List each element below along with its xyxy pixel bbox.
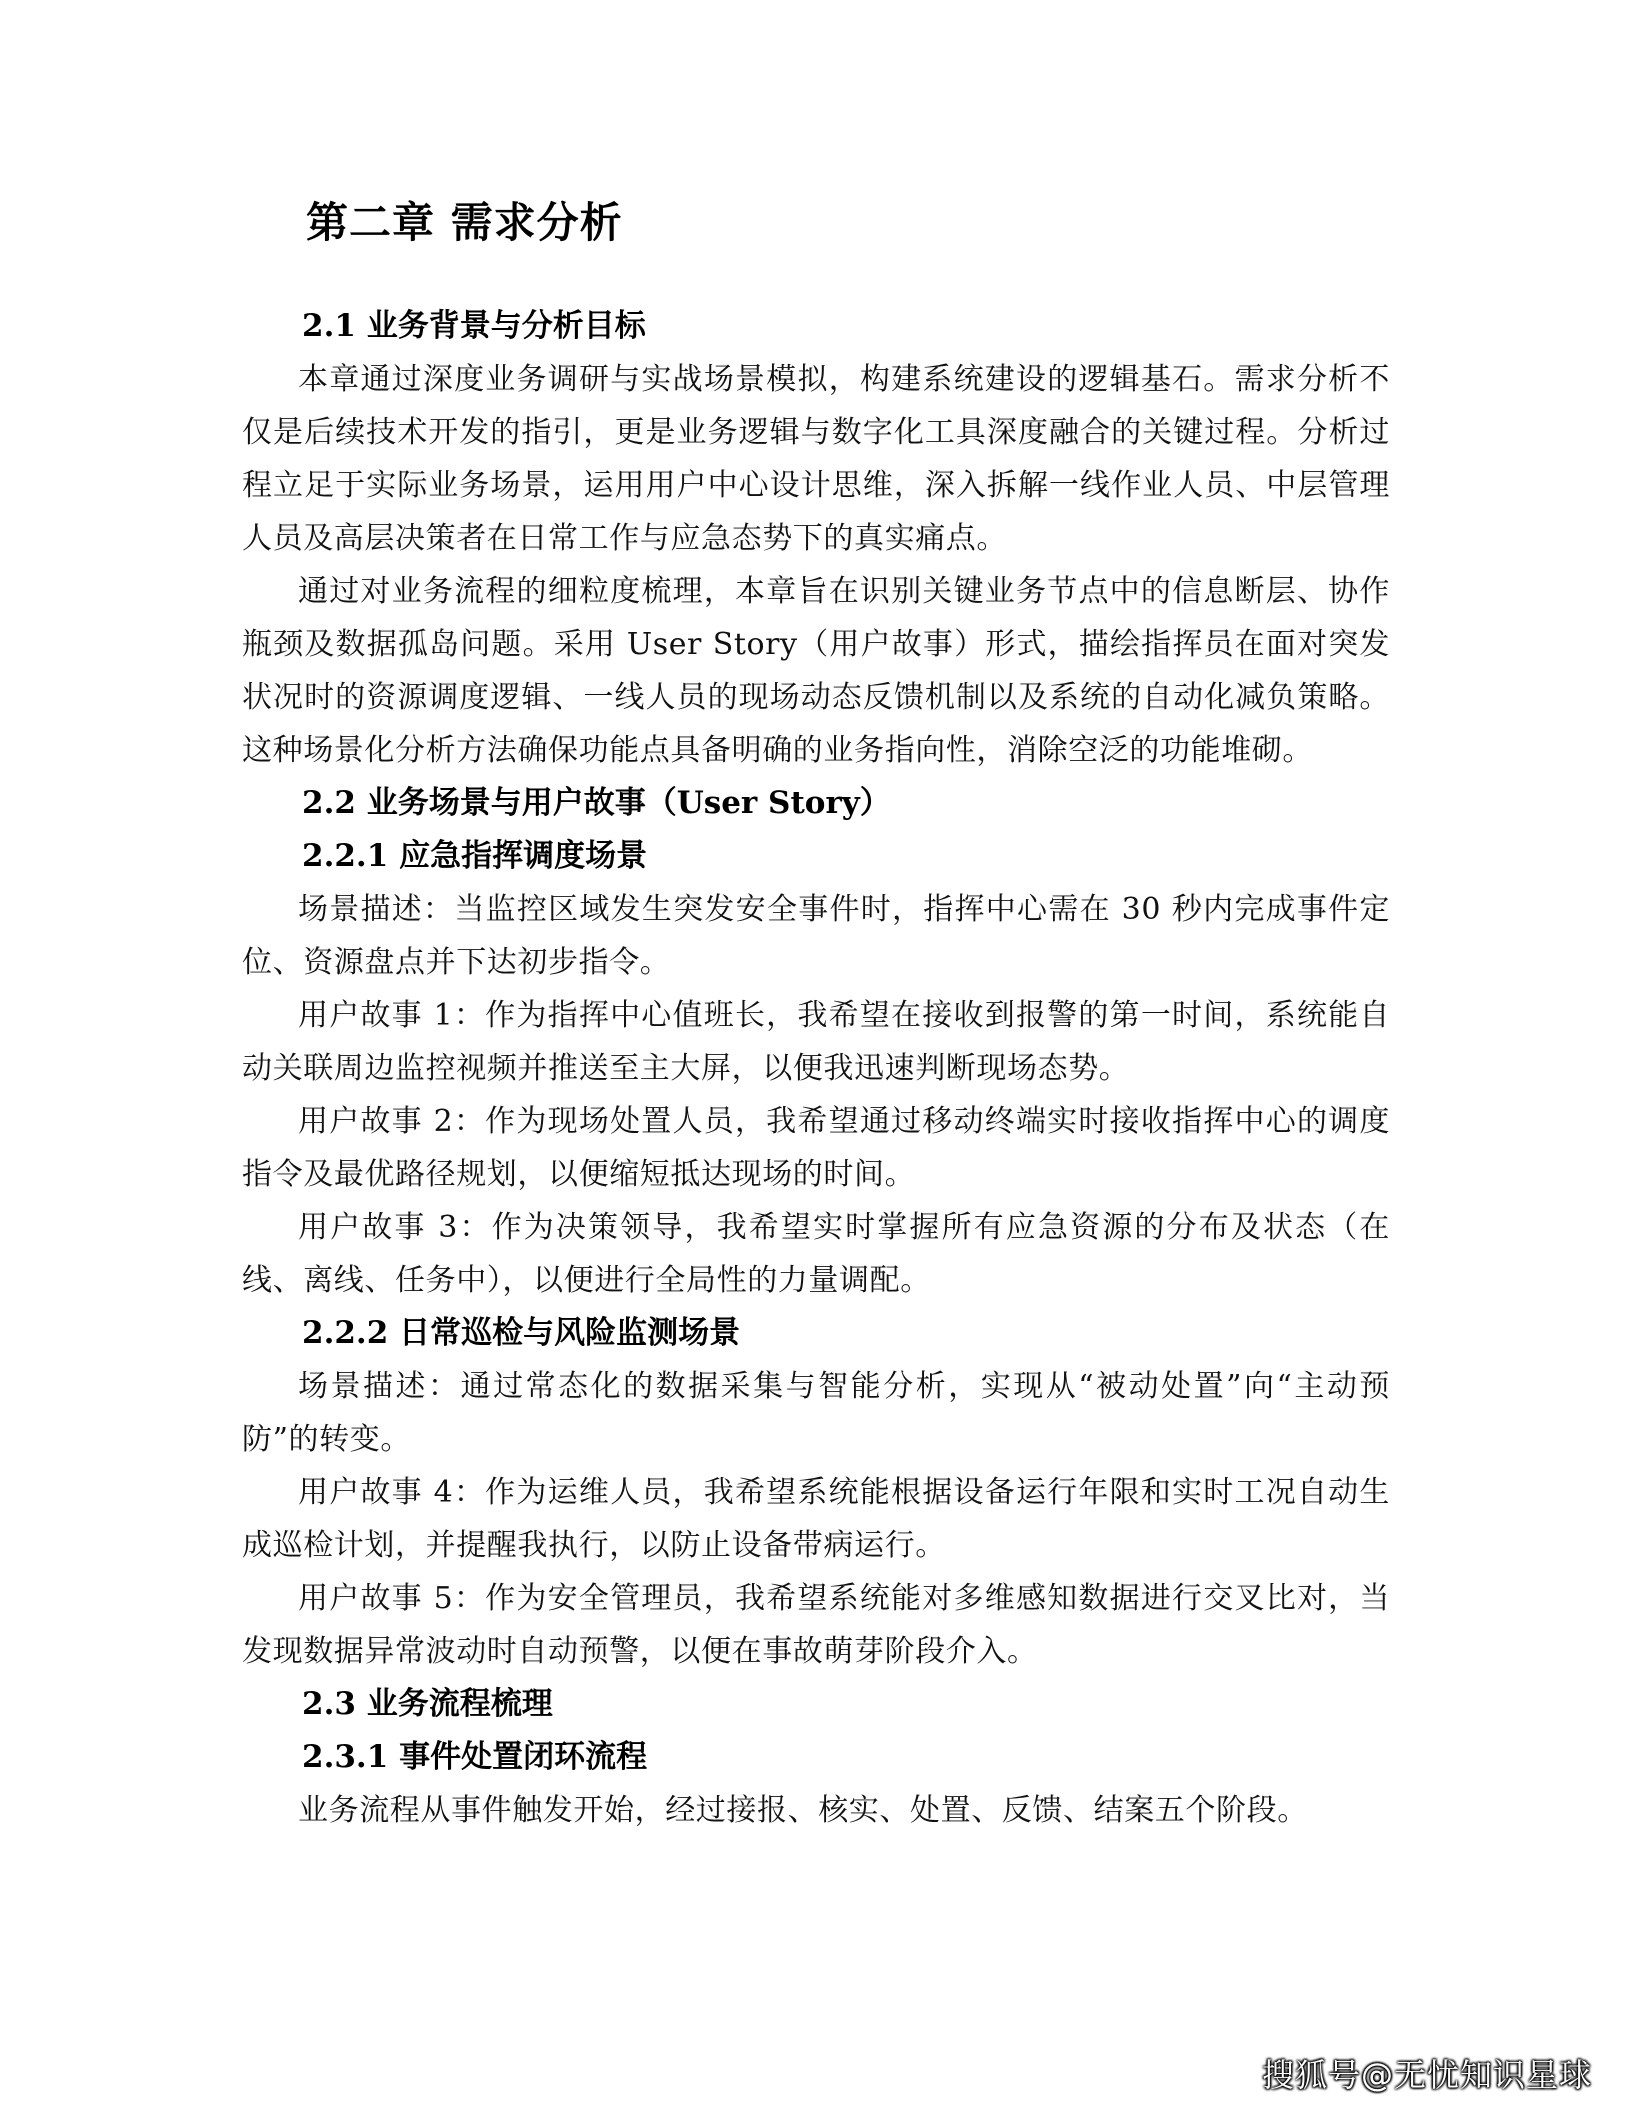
- user-story-2: 用户故事 2：作为现场处置人员，我希望通过移动终端实时接收指挥中心的调度指令及最优路径规划，以便缩短抵达现场的时间。: [242, 1104, 1390, 1192]
- scene-description-2-2-2: 场景描述：通过常态化的数据采集与智能分析，实现从“被动处置”向“主动预防”的转变。: [242, 1369, 1390, 1457]
- user-story-1: 用户故事 1：作为指挥中心值班长，我希望在接收到报警的第一时间，系统能自动关联周边监控视频并推送至主大屏，以便我迅速判断现场态势。: [242, 998, 1390, 1086]
- chapter-title: 第二章 需求分析: [306, 198, 623, 247]
- paragraph-2-1-method: 通过对业务流程的细粒度梳理，本章旨在识别关键业务节点中的信息断层、协作瓶颈及数据孤岛问题。采用 User Story（用户故事）形式，描绘指挥员在面对突发状况时的资源调度逻辑、一线人员的现场动态反馈机制以及系统的自动化减负策略。这种场景化分析方法确保功能点具备明确的业务指向性，消除空泛的功能堆砌。: [242, 574, 1390, 768]
- user-story-5: 用户故事 5：作为安全管理员，我希望系统能对多维感知数据进行交叉比对，当发现数据异常波动时自动预警，以便在事故萌芽阶段介入。: [242, 1581, 1390, 1669]
- user-story-4: 用户故事 4：作为运维人员，我希望系统能根据设备运行年限和实时工况自动生成巡检计划，并提醒我执行，以防止设备带病运行。: [242, 1475, 1390, 1563]
- document-body: [242, 300, 1390, 1837]
- watermark: 搜狐号@无忧知识星球: [1261, 2056, 1592, 2094]
- user-story-3: 用户故事 3：作为决策领导，我希望实时掌握所有应急资源的分布及状态（在线、离线、任务中），以便进行全局性的力量调配。: [242, 1210, 1390, 1298]
- section-heading-2-2-2: 2.2.2 日常巡检与风险监测场景: [302, 1315, 741, 1351]
- section-heading-2-3-1: 2.3.1 事件处置闭环流程: [302, 1739, 648, 1775]
- section-heading-2-2-1: 2.2.1 应急指挥调度场景: [302, 838, 648, 874]
- section-heading-2-2: 2.2 业务场景与用户故事（User Story）: [302, 785, 891, 821]
- paragraph-2-3-1: 业务流程从事件触发开始，经过接报、核实、处置、反馈、结案五个阶段。: [298, 1793, 1308, 1828]
- paragraph-2-1-intro: 本章通过深度业务调研与实战场景模拟，构建系统建设的逻辑基石。需求分析不仅是后续技术开发的指引，更是业务逻辑与数字化工具深度融合的关键过程。分析过程立足于实际业务场景，运用用户中心设计思维，深入拆解一线作业人员、中层管理人员及高层决策者在日常工作与应急态势下的真实痛点。: [242, 362, 1390, 556]
- scene-description-2-2-1: 场景描述：当监控区域发生突发安全事件时，指挥中心需在 30 秒内完成事件定位、资源盘点并下达初步指令。: [242, 892, 1390, 980]
- section-heading-2-1: 2.1 业务背景与分析目标: [302, 308, 646, 344]
- section-heading-2-3: 2.3 业务流程梳理: [302, 1686, 553, 1722]
